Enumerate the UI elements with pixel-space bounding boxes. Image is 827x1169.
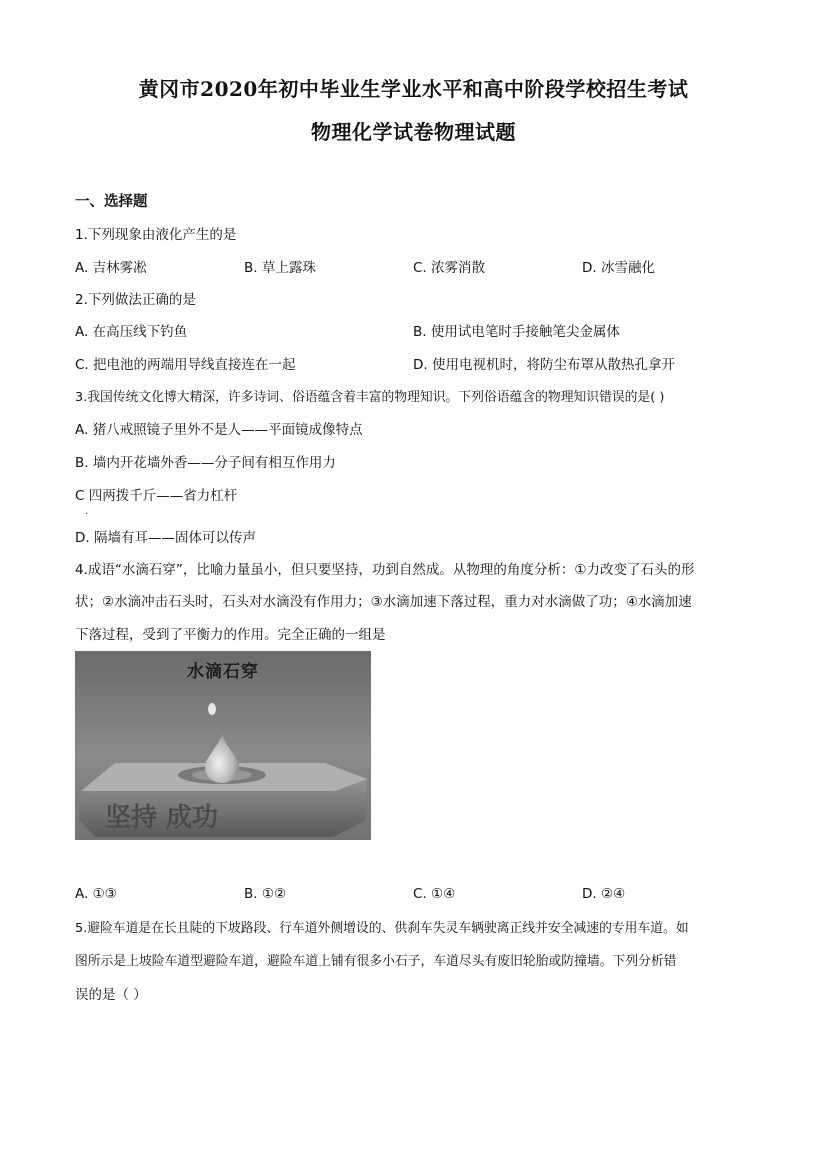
q1-option-c: C. 浓雾消散 bbox=[413, 260, 486, 276]
q1-option-a: A. 吉林雾凇 bbox=[75, 260, 147, 276]
q3-option-b: B. 墙内开花墙外香——分子间有相互作用力 bbox=[75, 455, 336, 471]
q2-option-a: A. 在高压线下钓鱼 bbox=[75, 324, 188, 340]
q5-stem-line2: 图所示是上坡险车道型避险车道，避险车道上铺有很多小石子，车道尽头有废旧轮胎或防撞墙。下列分析错 bbox=[75, 954, 677, 969]
q2-option-d: D. 使用电视机时，将防尘布罩从散热孔拿开 bbox=[413, 357, 675, 373]
q3-option-a: A. 猪八戒照镜子里外不是人——平面镜成像特点 bbox=[75, 422, 363, 438]
q5-stem-line3: 误的是（ ） bbox=[75, 987, 147, 1003]
stray-dot: . bbox=[85, 506, 89, 517]
q4-stem-line3: 下落过程，受到了平衡力的作用。完全正确的一组是 bbox=[75, 627, 386, 643]
q4-option-d: D. ②④ bbox=[582, 886, 626, 902]
q4-option-b: B. ①② bbox=[244, 886, 287, 902]
section-heading: 一、选择题 bbox=[75, 194, 148, 210]
q1-option-b: B. 草上露珠 bbox=[244, 260, 316, 276]
q3-option-c: C 四两拨千斤——省力杠杆 bbox=[75, 488, 238, 504]
q3-stem: 3.我国传统文化博大精深，许多诗词、俗语蕴含着丰富的物理知识。下列俗语蕴含的物理知识错误的是( ) bbox=[75, 390, 665, 405]
q4-stem-line2: 状；②水滴冲击石头时，石头对水滴没有作用力；③水滴加速下落过程，重力对水滴做了功；④水滴加速 bbox=[75, 594, 692, 610]
q4-option-a: A. ①③ bbox=[75, 886, 117, 902]
q2-option-b: B. 使用试电笔时手接触笔尖金属体 bbox=[413, 324, 620, 340]
q5-stem-line1: 5.避险车道是在长且陡的下坡路段、行车道外侧增设的、供刹车失灵车辆驶离正线并安全减速的专用车道。如 bbox=[75, 921, 689, 936]
q4-stem-line1: 4.成语“水滴石穿”，比喻力量虽小，但只要坚持，功到自然成。从物理的角度分析：①力改变了石头的形 bbox=[75, 562, 695, 578]
q2-stem: 2.下列做法正确的是 bbox=[75, 292, 196, 308]
q4-option-c: C. ①④ bbox=[413, 886, 456, 902]
exam-title: 黄冈市2020年初中毕业生学业水平和高中阶段学校招生考试 bbox=[138, 77, 689, 101]
exam-subtitle: 物理化学试卷物理试题 bbox=[311, 120, 516, 144]
water-drop-stone-image bbox=[75, 651, 371, 840]
q2-option-c: C. 把电池的两端用导线直接连在一起 bbox=[75, 357, 296, 373]
q1-stem: 1.下列现象由液化产生的是 bbox=[75, 227, 237, 243]
q3-option-d: D. 隔墙有耳——固体可以传声 bbox=[75, 530, 256, 546]
figure-title: 水滴石穿 bbox=[187, 662, 259, 682]
stone-engraving: 坚持 成功 bbox=[105, 803, 219, 833]
stone-drop-illustration bbox=[75, 651, 371, 840]
q1-option-d: D. 冰雪融化 bbox=[582, 260, 655, 276]
